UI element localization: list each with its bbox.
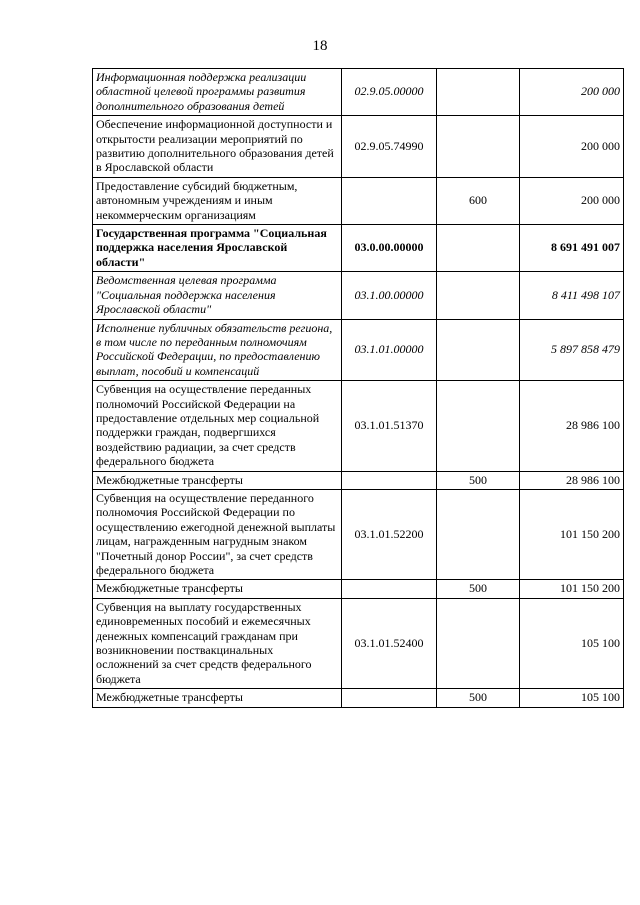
row-sum: 200 000 [520, 177, 624, 224]
row-name: Межбюджетные трансферты [93, 471, 342, 489]
row-code: 03.1.00.00000 [342, 272, 437, 319]
row-name: Предоставление субсидий бюджетным, автономным учреждениям и иным некоммерческим организациям [93, 177, 342, 224]
table-row [93, 177, 624, 224]
row-expense-type [437, 489, 520, 579]
table-row [93, 489, 624, 579]
table-row [93, 471, 624, 489]
row-code: 03.1.01.52200 [342, 489, 437, 579]
row-code: 03.1.01.51370 [342, 381, 437, 471]
row-name: Межбюджетные трансферты [93, 689, 342, 707]
row-expense-type: 600 [437, 177, 520, 224]
row-code: 03.1.01.00000 [342, 319, 437, 381]
row-expense-type [437, 381, 520, 471]
row-name: Государственная программа "Социальная поддержка населения Ярославской области" [93, 225, 342, 272]
row-expense-type [437, 69, 520, 116]
row-expense-type [437, 225, 520, 272]
table-row [93, 319, 624, 381]
row-name: Субвенция на осуществление переданных полномочий Российской Федерации на предоставление отдельных мер социальной поддержки граждан, подвергшихся воздействию радиации, за счет средств федерального бюджета [93, 381, 342, 471]
row-expense-type: 500 [437, 580, 520, 598]
row-name: Ведомственная целевая программа "Социальная поддержка населения Ярославской области" [93, 272, 342, 319]
table-row [93, 598, 624, 688]
table-row [93, 272, 624, 319]
row-sum: 101 150 200 [520, 489, 624, 579]
row-expense-type [437, 116, 520, 178]
row-sum: 105 100 [520, 598, 624, 688]
page-number: 18 [312, 38, 328, 54]
row-code: 03.0.00.00000 [342, 225, 437, 272]
row-expense-type: 500 [437, 471, 520, 489]
budget-table-body [93, 69, 624, 708]
row-sum: 200 000 [520, 69, 624, 116]
row-sum: 5 897 858 479 [520, 319, 624, 381]
table-row [93, 225, 624, 272]
row-name: Информационная поддержка реализации областной целевой программы развития дополнительного образования детей [93, 69, 342, 116]
table-row [93, 689, 624, 707]
row-sum: 8 691 491 007 [520, 225, 624, 272]
row-code [342, 177, 437, 224]
row-name: Субвенция на осуществление переданного полномочия Российской Федерации по осуществлению ежегодной денежной выплаты лицам, награжденным нагрудным знаком "Почетный донор России", за счет средств федерального бюджета [93, 489, 342, 579]
row-code: 03.1.01.52400 [342, 598, 437, 688]
table-row [93, 381, 624, 471]
row-sum: 28 986 100 [520, 381, 624, 471]
row-name: Обеспечение информационной доступности и открытости реализации мероприятий по развитию дополнительного образования детей в Ярославской области [93, 116, 342, 178]
row-expense-type [437, 598, 520, 688]
table-row [93, 116, 624, 178]
row-name: Межбюджетные трансферты [93, 580, 342, 598]
row-sum: 105 100 [520, 689, 624, 707]
row-name: Субвенция на выплату государственных единовременных пособий и ежемесячных денежных компенсаций гражданам при возникновении поствакцинальных осложнений за счет средств федерального бюджета [93, 598, 342, 688]
row-code [342, 689, 437, 707]
row-code: 02.9.05.74990 [342, 116, 437, 178]
row-name: Исполнение публичных обязательств региона, в том числе по переданным полномочиям Российской Федерации, по предоставлению выплат, пособий и компенсаций [93, 319, 342, 381]
row-sum: 200 000 [520, 116, 624, 178]
row-code [342, 580, 437, 598]
row-expense-type: 500 [437, 689, 520, 707]
row-code [342, 471, 437, 489]
table-row [93, 69, 624, 116]
row-sum: 8 411 498 107 [520, 272, 624, 319]
table-row [93, 580, 624, 598]
row-expense-type [437, 272, 520, 319]
row-code: 02.9.05.00000 [342, 69, 437, 116]
row-expense-type [437, 319, 520, 381]
row-sum: 101 150 200 [520, 580, 624, 598]
budget-table [92, 68, 624, 708]
row-sum: 28 986 100 [520, 471, 624, 489]
